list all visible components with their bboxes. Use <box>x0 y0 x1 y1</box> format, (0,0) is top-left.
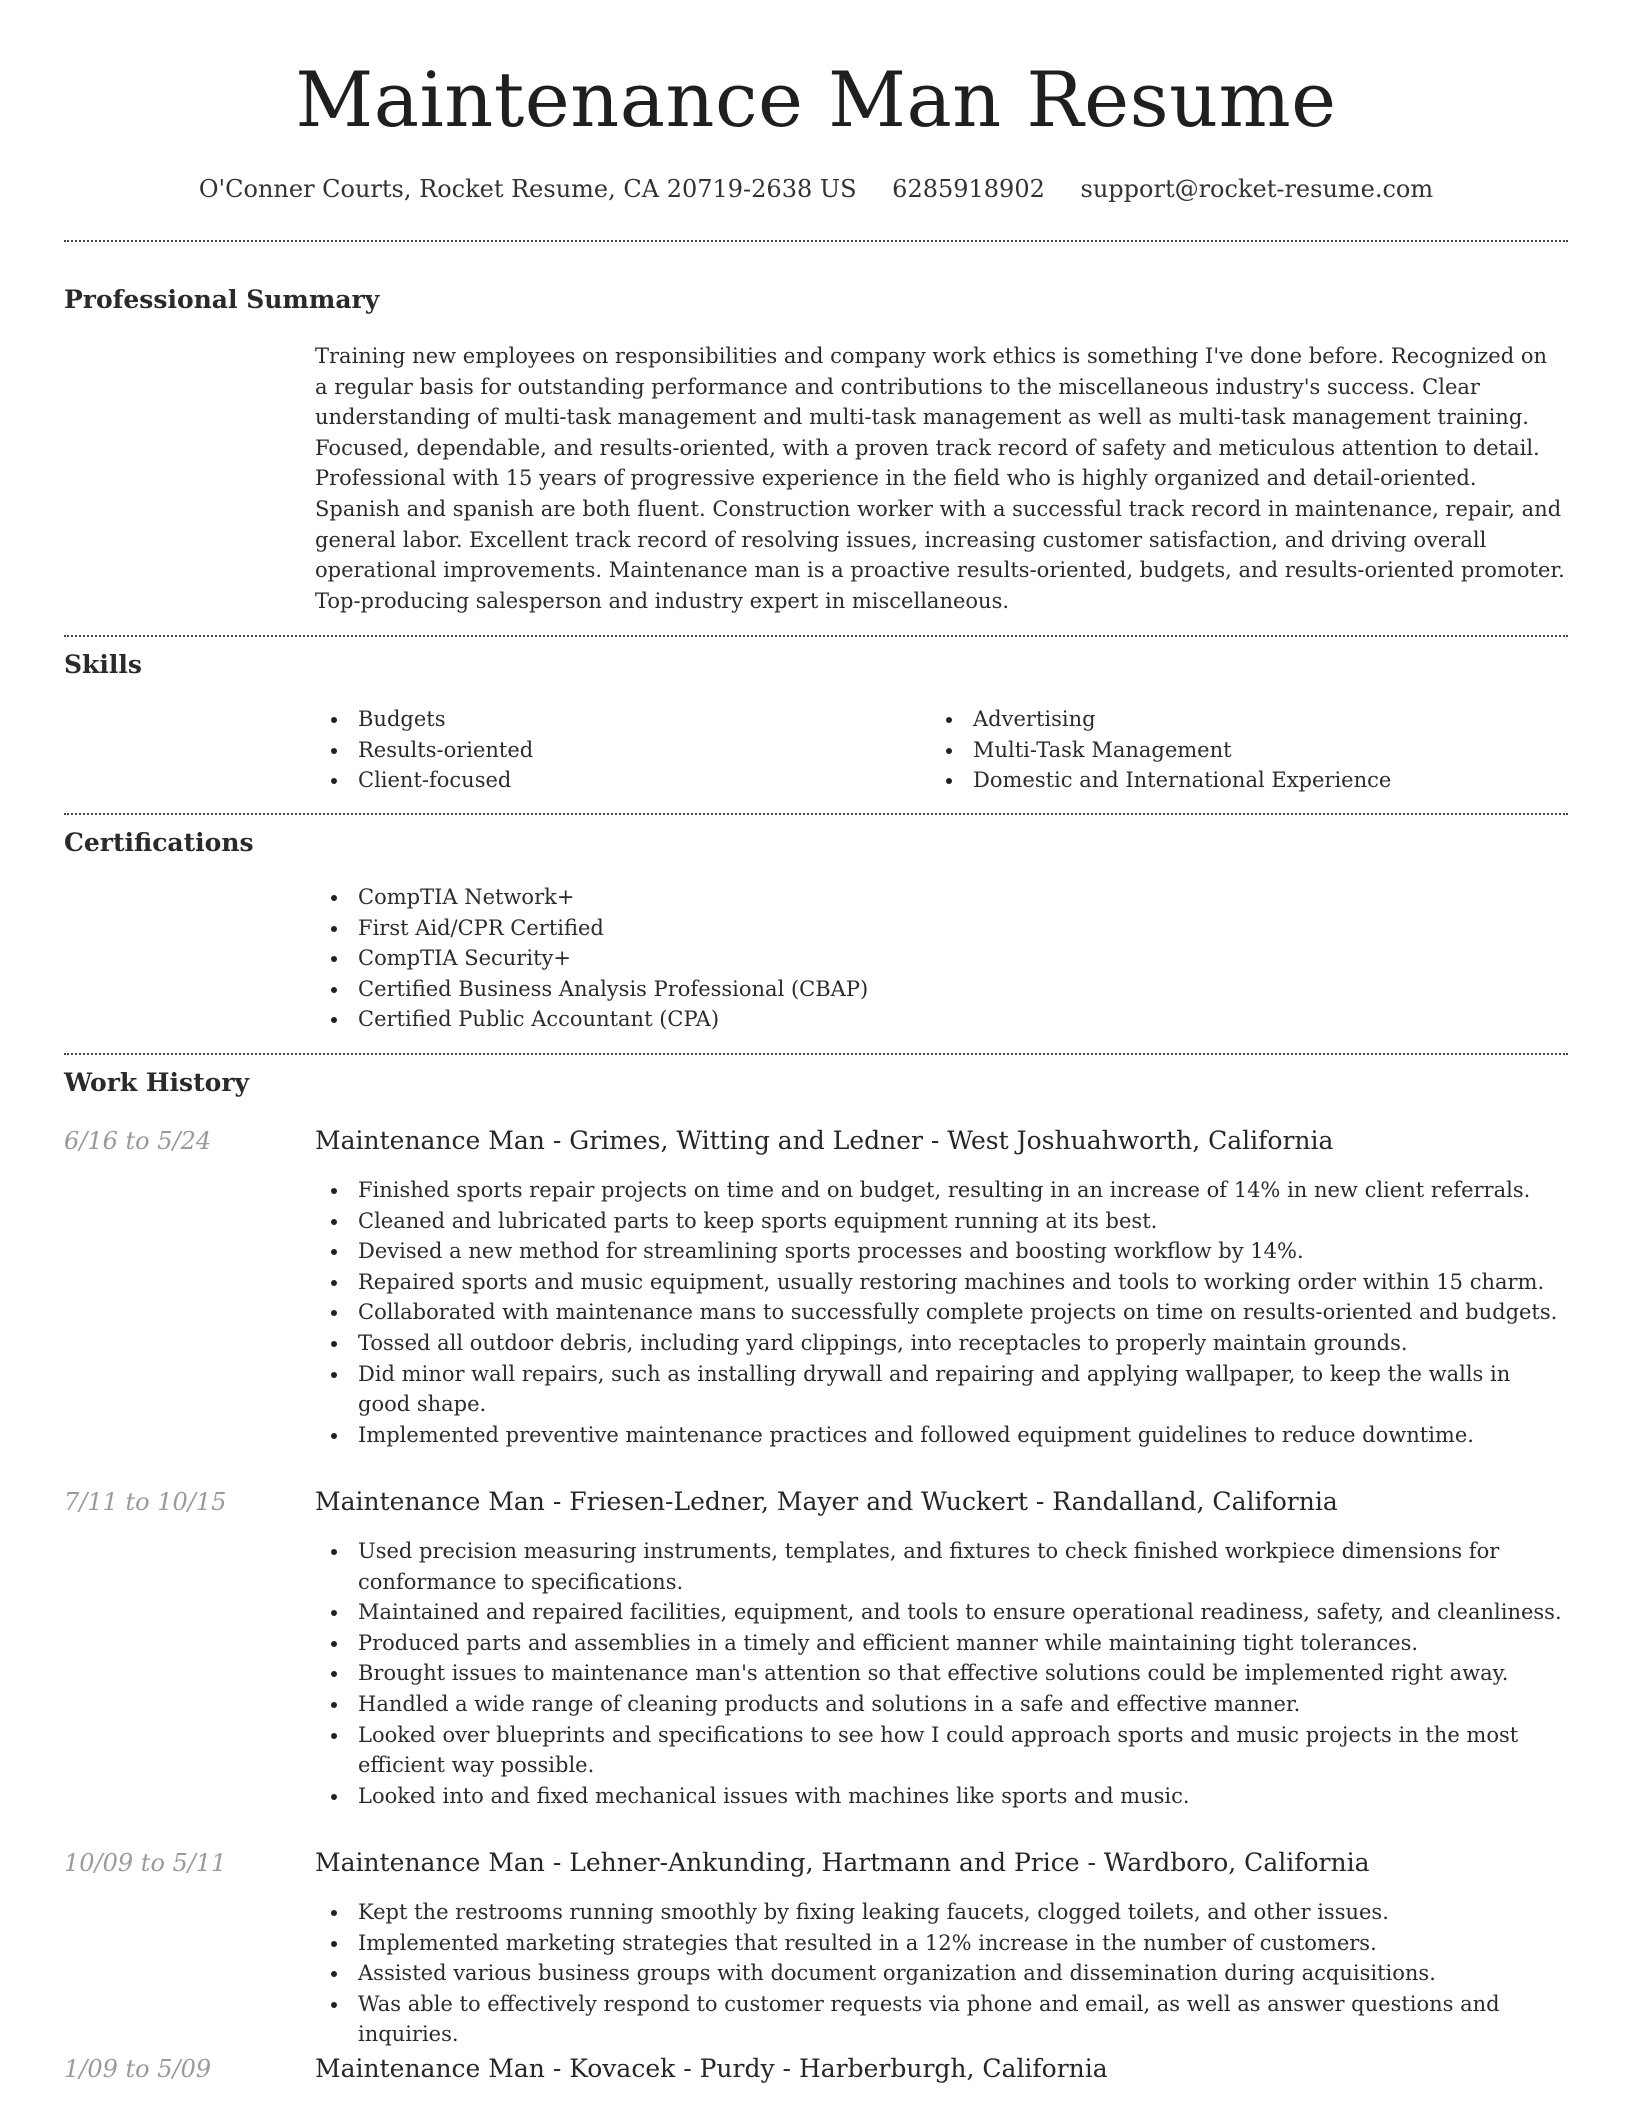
job-bullet: Repaired sports and music equipment, usually restoring machines and tools to working order within 15 charm. <box>315 1267 1565 1298</box>
certification-item: First Aid/CPR Certified <box>315 913 1565 944</box>
resume-title: Maintenance Man Resume <box>295 55 1337 144</box>
summary-heading: Professional Summary <box>64 285 380 314</box>
job-dates: 10/09 to 5/11 <box>64 1849 227 1877</box>
certifications-list <box>315 882 1565 1035</box>
job-bullet: Used precision measuring instruments, templates, and fixtures to check finished workpiece dimensions for conformance to specifications. <box>315 1536 1565 1597</box>
job-bullet: Implemented preventive maintenance practices and followed equipment guidelines to reduce downtime. <box>315 1420 1565 1451</box>
certification-item: CompTIA Network+ <box>315 882 1565 913</box>
contact-line <box>64 172 1568 206</box>
section-divider <box>64 813 1568 815</box>
job-bullet: Did minor wall repairs, such as installing drywall and repairing and applying wallpaper, to keep the walls in good shape. <box>315 1359 1565 1420</box>
summary-text: Training new employees on responsibilities and company work ethics is something I've done before. Recognized on a regular basis for outstanding performance and contributions to the miscellaneous industry's success. Clear understanding of multi-task management and multi-task management as well as multi-task management training. Focused, dependable, and results-oriented, with a proven track record of safety and meticulous attention to detail. Professional with 15 years of progressive experience in the field who is highly organized and detail-oriented. Spanish and spanish are both fluent. Construction worker with a successful track record in maintenance, repair, and general labor. Excellent track record of resolving issues, increasing customer satisfaction, and driving overall operational improvements. Maintenance man is a proactive results-oriented, budgets, and results-oriented promoter. Top-producing salesperson and industry expert in miscellaneous. <box>315 344 1565 613</box>
job-bullets <box>315 1536 1565 1811</box>
job-bullet: Produced parts and assemblies in a timely and efficient manner while maintaining tight tolerances. <box>315 1628 1565 1659</box>
section-divider <box>64 240 1568 242</box>
job-bullets <box>315 1897 1565 2050</box>
job-title: Maintenance Man - Grimes, Witting and Ledner - West Joshuahworth, California <box>315 1126 1334 1155</box>
section-divider <box>64 635 1568 637</box>
skill-item: Budgets <box>315 704 915 735</box>
certification-item: CompTIA Security+ <box>315 943 1565 974</box>
job-bullets <box>315 1175 1565 1450</box>
skill-item: Multi-Task Management <box>930 735 1550 766</box>
skill-item: Results-oriented <box>315 735 915 766</box>
section-divider <box>64 1053 1568 1055</box>
skill-item: Client-focused <box>315 765 915 796</box>
skill-item: Advertising <box>930 704 1550 735</box>
certification-item: Certified Public Accountant (CPA) <box>315 1004 1565 1035</box>
contact-email: support@rocket-resume.com <box>1080 175 1434 203</box>
skills-list-left <box>315 704 915 796</box>
job-bullet: Finished sports repair projects on time and on budget, resulting in an increase of 14% in new client referrals. <box>315 1175 1565 1206</box>
job-bullet: Looked over blueprints and specifications to see how I could approach sports and music projects in the most efficient way possible. <box>315 1720 1565 1781</box>
job-dates: 7/11 to 10/15 <box>64 1488 227 1516</box>
job-bullet: Brought issues to maintenance man's attention so that effective solutions could be implemented right away. <box>315 1658 1565 1689</box>
skills-list-right <box>930 704 1550 796</box>
job-dates: 6/16 to 5/24 <box>64 1127 212 1155</box>
job-bullet: Implemented marketing strategies that resulted in a 12% increase in the number of customers. <box>315 1928 1565 1959</box>
job-bullet: Collaborated with maintenance mans to successfully complete projects on time on results-oriented and budgets. <box>315 1297 1565 1328</box>
contact-address: O'Conner Courts, Rocket Resume, CA 20719-2638 US <box>198 175 857 203</box>
certification-item: Certified Business Analysis Professional (CBAP) <box>315 974 1565 1005</box>
certifications-heading: Certifications <box>64 828 254 857</box>
job-title: Maintenance Man - Lehner-Ankunding, Hartmann and Price - Wardboro, California <box>315 1848 1370 1877</box>
job-bullet: Assisted various business groups with document organization and dissemination during acquisitions. <box>315 1958 1565 1989</box>
skill-item: Domestic and International Experience <box>930 765 1550 796</box>
job-bullet: Looked into and fixed mechanical issues with machines like sports and music. <box>315 1781 1565 1812</box>
job-bullet: Was able to effectively respond to customer requests via phone and email, as well as answer questions and inquiries. <box>315 1989 1565 2050</box>
job-bullet: Handled a wide range of cleaning products and solutions in a safe and effective manner. <box>315 1689 1565 1720</box>
job-bullet: Kept the restrooms running smoothly by fixing leaking faucets, clogged toilets, and other issues. <box>315 1897 1565 1928</box>
job-title: Maintenance Man - Kovacek - Purdy - Harberburgh, California <box>315 2054 1108 2083</box>
work-history-heading: Work History <box>64 1068 250 1097</box>
job-dates: 1/09 to 5/09 <box>64 2055 212 2083</box>
skills-heading: Skills <box>64 650 142 679</box>
job-title: Maintenance Man - Friesen-Ledner, Mayer and Wuckert - Randalland, California <box>315 1487 1338 1516</box>
contact-phone: 6285918902 <box>892 175 1045 203</box>
job-bullet: Tossed all outdoor debris, including yard clippings, into receptacles to properly maintain grounds. <box>315 1328 1565 1359</box>
job-bullet: Cleaned and lubricated parts to keep sports equipment running at its best. <box>315 1206 1565 1237</box>
job-bullet: Devised a new method for streamlining sports processes and boosting workflow by 14%. <box>315 1236 1565 1267</box>
job-bullet: Maintained and repaired facilities, equipment, and tools to ensure operational readiness, safety, and cleanliness. <box>315 1597 1565 1628</box>
